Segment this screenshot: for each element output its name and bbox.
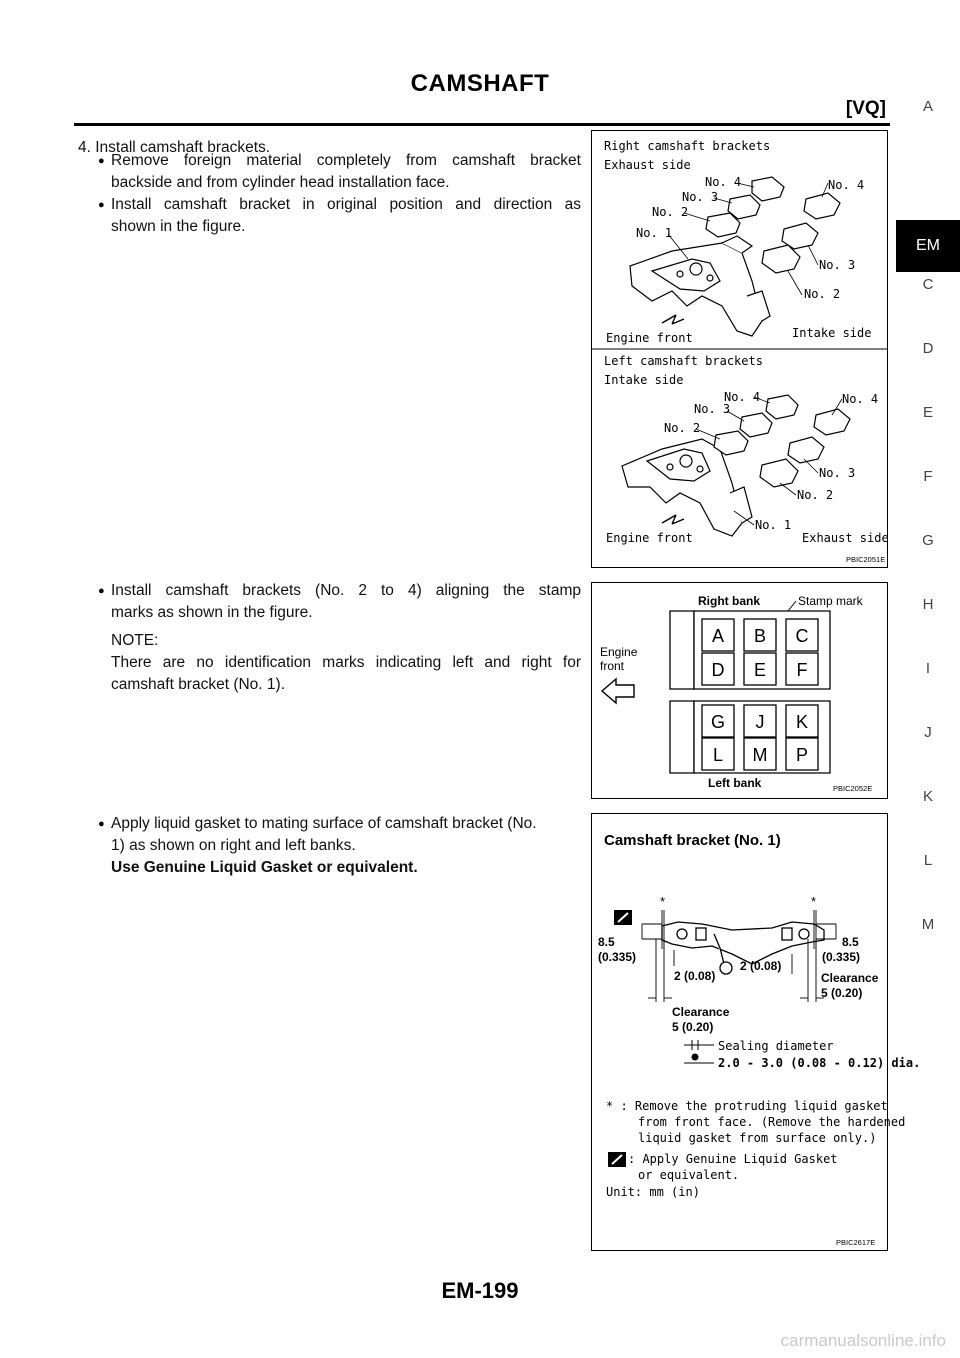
side-tab-g[interactable]: G (922, 532, 934, 549)
figure-stamp-marks (591, 582, 888, 799)
note-line-2: camshaft bracket (No. 1). (111, 676, 286, 693)
left-dim-inch: (0.335) (598, 950, 637, 964)
stamp-letter: C (795, 626, 809, 646)
fig2-stamp-mark: Stamp mark (798, 594, 863, 608)
fig1-label: No. 4 (842, 392, 879, 406)
note1-line-1: * : Remove the protruding liquid gasket (606, 1099, 888, 1113)
right-dim-inch: (0.335) (822, 950, 861, 964)
side-tab-d[interactable]: D (922, 340, 934, 357)
section-label: [VQ] (845, 98, 886, 119)
stamp-letter: M (752, 745, 768, 765)
stamp-letter: A (711, 626, 725, 646)
side-tab-a[interactable]: A (922, 98, 933, 115)
bullet-4-line-2: 1) as shown on right and left banks. (111, 837, 356, 854)
note-line-1: There are no identification marks indicating left and right for (111, 654, 581, 671)
fig2-engine-front-line-1: Engine (600, 645, 638, 659)
step-4: 4. Install camshaft brackets. (78, 139, 271, 156)
fig1-label: No. 2 (664, 421, 701, 435)
bullet-2-line-2: shown in the figure. (111, 218, 246, 235)
fig2-left-bank: Left bank (708, 776, 762, 790)
note1-line-2: from front face. (Remove the hardened (638, 1115, 906, 1129)
fig1-code: PBIC2051E (846, 555, 886, 564)
right-dim-value: 8.5 (842, 935, 859, 949)
bullet-1-line-1: Remove foreign material completely from camshaft bracket (111, 152, 581, 169)
side-tab-i[interactable]: I (925, 660, 931, 677)
stamp-letter: E (753, 660, 767, 680)
sealing-label: Sealing diameter (718, 1039, 834, 1053)
fig1-label: No. 2 (804, 287, 841, 301)
fig1-exhaust-side: Exhaust side (802, 531, 889, 545)
bullet-icon: ● (98, 199, 105, 211)
unit-label: Unit: mm (in) (606, 1185, 700, 1199)
stamp-letter: J (755, 712, 765, 732)
note2-line-1: : Apply Genuine Liquid Gasket (628, 1152, 838, 1166)
bullet-icon: ● (98, 155, 105, 167)
sealing-diameter-icon (684, 1040, 714, 1063)
dim-2-right: 2 (0.08) (740, 959, 782, 973)
bullet-icon: ● (98, 585, 105, 597)
fig2-right-bank: Right bank (698, 594, 760, 608)
fig1-label: No. 3 (819, 258, 856, 272)
gasket-icon (614, 910, 632, 925)
fig1-label: No. 3 (682, 190, 719, 204)
side-tab-j[interactable]: J (924, 724, 932, 741)
fig1-label: No. 1 (636, 226, 673, 240)
bullet-text-4 (111, 813, 581, 879)
left-dim-value: 8.5 (598, 935, 615, 949)
fig1-intake-side: Intake side (792, 326, 872, 340)
fig1-label: No. 4 (705, 175, 742, 189)
fig1-left-side: Intake side (604, 373, 684, 387)
bullet-text-1 (111, 150, 581, 194)
bullet-text-3 (111, 580, 581, 696)
bullet-4-line-1: Apply liquid gasket to mating surface of camshaft bracket (No. (111, 815, 537, 832)
side-tab-m[interactable]: M (921, 916, 935, 933)
stamp-letter: F (796, 660, 808, 680)
fig1-left-title: Left camshaft brackets (604, 354, 763, 368)
left-engine-front-arrow-icon (662, 515, 684, 524)
bullet-4-bold: Use Genuine Liquid Gasket or equivalent. (111, 859, 418, 876)
gasket-legend-icon (608, 1152, 626, 1167)
note1-line-3: liquid gasket from surface only.) (638, 1131, 877, 1145)
sealing-value: 2.0 - 3.0 (0.08 - 0.12) dia. (718, 1056, 921, 1070)
fig1-label: No. 2 (797, 488, 834, 502)
bullet-icon: ● (98, 818, 105, 830)
side-tab-f[interactable]: F (923, 468, 933, 485)
asterisk-right: * (811, 894, 817, 909)
side-tab-em[interactable]: EM (896, 220, 960, 272)
header-rule (74, 123, 890, 126)
fig1-right-title: Right camshaft brackets (604, 139, 771, 153)
side-tab-k[interactable]: K (922, 788, 933, 805)
stamp-letter: P (795, 745, 809, 765)
bullet-text-2 (111, 194, 581, 238)
stamp-letter: L (712, 745, 724, 765)
bullet-1-line-2: backside and from cylinder head installation face. (111, 174, 450, 191)
note-label: NOTE: (111, 632, 159, 649)
bullet-3-line-1: Install camshaft brackets (No. 2 to 4) aligning the stamp (111, 582, 581, 599)
right-engine-front-arrow-icon (662, 315, 684, 324)
page-number: EM-199 (441, 1278, 519, 1303)
asterisk-left: * (660, 894, 666, 909)
clear-right-value: 5 (0.20) (821, 986, 863, 1000)
fig1-engine-front-2: Engine front (606, 531, 693, 545)
fig1-engine-front: Engine front (606, 331, 693, 345)
figure-liquid-gasket (591, 813, 921, 1251)
bullet-3-line-2: marks as shown in the figure. (111, 604, 313, 621)
fig2-code: PBIC2052E (833, 784, 873, 793)
fig1-label: No. 3 (819, 466, 856, 480)
right-cylinder-head-drawing (630, 236, 770, 336)
watermark: carmanualsonline.info (780, 1331, 946, 1350)
stamp-letter: B (753, 626, 767, 646)
side-tab-l[interactable]: L (923, 852, 933, 869)
clear-left-label: Clearance (672, 1005, 730, 1019)
bullet-2-line-1: Install camshaft bracket in original position and direction as (111, 196, 581, 213)
fig1-label: No. 4 (724, 390, 761, 404)
fig1-right-side: Exhaust side (604, 158, 691, 172)
dim-2-left: 2 (0.08) (674, 969, 716, 983)
stamp-letter: G (710, 712, 726, 732)
side-tab-c[interactable]: C (922, 276, 934, 293)
side-tab-h[interactable]: H (922, 596, 934, 613)
fig1-label: No. 2 (652, 205, 689, 219)
stamp-letter: D (711, 660, 725, 680)
side-tab-e[interactable]: E (922, 404, 933, 421)
page-title: CAMSHAFT (410, 70, 550, 97)
clear-left-value: 5 (0.20) (672, 1020, 714, 1034)
note2-line-2: or equivalent. (638, 1168, 740, 1182)
clear-right-label: Clearance (821, 971, 879, 985)
fig2-engine-front-line-2: front (600, 659, 625, 673)
stamp-letter: K (795, 712, 809, 732)
fig1-label: No. 4 (828, 178, 865, 192)
fig3-title: Camshaft bracket (No. 1) (604, 832, 781, 849)
engine-front-arrow-icon (602, 679, 634, 703)
fig1-label: No. 3 (694, 402, 731, 416)
fig3-code: PBIC2617E (836, 1238, 876, 1247)
figure-camshaft-brackets (591, 130, 888, 568)
fig1-label: No. 1 (755, 518, 792, 532)
